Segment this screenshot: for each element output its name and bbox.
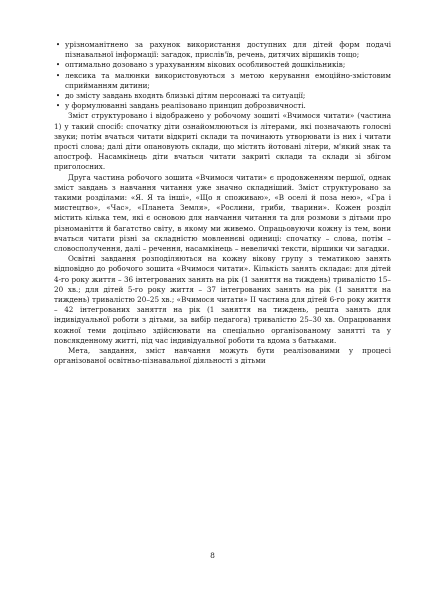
page-number: 8: [210, 551, 215, 560]
list-item: [54, 101, 391, 111]
list-item-text: у формулюванні завдань реалізовано принцип доброзвичності.: [65, 101, 306, 111]
bullet-icon: •: [55, 101, 61, 111]
list-item-text: до змісту завдань входять близькі дітям персонажі та ситуації;: [65, 91, 306, 101]
list-item-text: лексика та малюнки використовуються з метою керування емоційно-змістовим сприйманням дитини;: [65, 70, 391, 90]
list-item: [54, 71, 391, 91]
list-item: [54, 60, 391, 70]
paragraph-schedule: Освітні завдання розподіляються на кожну вікову групу з тематикою занять відповідно до робочого зошита «Вчимося читати». Кількість занять складає: для дітей 4-го року життя – 36 інтегрованих занять на рік (1 заняття на тиждень) тривалістю 15–20 хв.; для дітей 5-го року життя – 37 інтегрованих занять на рік (1 заняття на тиждень) тривалістю 20–25 хв.; «Вчимося читати» II частина для дітей 6-го року життя – 42 інтегрованих заняття на рік (1 заняття на тиждень, решта занять для індивідуальної роботи з дітьми, за вибір педагога) тривалістю 25–30 хв. Опрацювання кожної теми доцільно здійснювати на спеціально організованому занятті та у повсякденному житті, під час індивідуальної роботи та вдома з батьками.: [54, 254, 391, 345]
paragraph-goals: Мета, завдання, зміст навчання можуть бути реалізованими у процесі організованої освітньо-пізнавальної діяльності з дітьми: [54, 346, 391, 366]
paragraph-structure: Зміст структуровано і відображено у робочому зошиті «Вчимося читати» (частина 1) у такий спосіб: спочатку діти ознайомлюються із літерами, які позначають голосні звуки; потім вчаться читати відкриті склади та починають утворювати із них і читати прості слова; далі діти опановують склади, що містять йотовані літери, м'який знак та апостроф. Насамкінець діти вчаться читати закриті склади та склади зі збігом приголосних.: [54, 111, 391, 172]
list-item: [54, 40, 391, 60]
feature-list: [54, 40, 391, 111]
paragraph-second-part: Друга частина робочого зошита «Вчимося читати» є продовженням першої, однак зміст завдань з навчання читання уже значно складніший. Зміст структуровано за такими розділами: «Я. Я та інші», «Що я споживаю», «В оселі й поза нею», «Гра і мистецтво», «Час», «Планета Земля», «Рослини, гриби, тварини». Кожен розділ містить кілька тем, які є основою для навчання читання та для розмови з дітьми про різноманіття й багатство світу, в якому ми живемо. Опрацьовуючи кожну із тем, вони вчаться читати різні за складністю мовленнєві одиниці: спочатку – слова, потім – словосполучення, далі – речення, насамкінець – невеличкі тексти, віршики чи загадки.: [54, 172, 391, 254]
bullet-icon: •: [55, 70, 61, 80]
list-item-text: оптимально дозовано з урахуванням вікових особливостей дошкільників;: [65, 60, 346, 70]
list-item-text: урізноманітнено за рахунок використання доступних для дітей форм подачі пізнавальної інформації: загадок, прислів'їв, речень, дитячих віршиків тощо;: [65, 40, 391, 60]
bullet-icon: •: [55, 60, 61, 70]
bullet-icon: •: [55, 91, 61, 101]
bullet-icon: •: [55, 40, 61, 49]
page-content: [54, 40, 391, 367]
list-item: [54, 91, 391, 101]
